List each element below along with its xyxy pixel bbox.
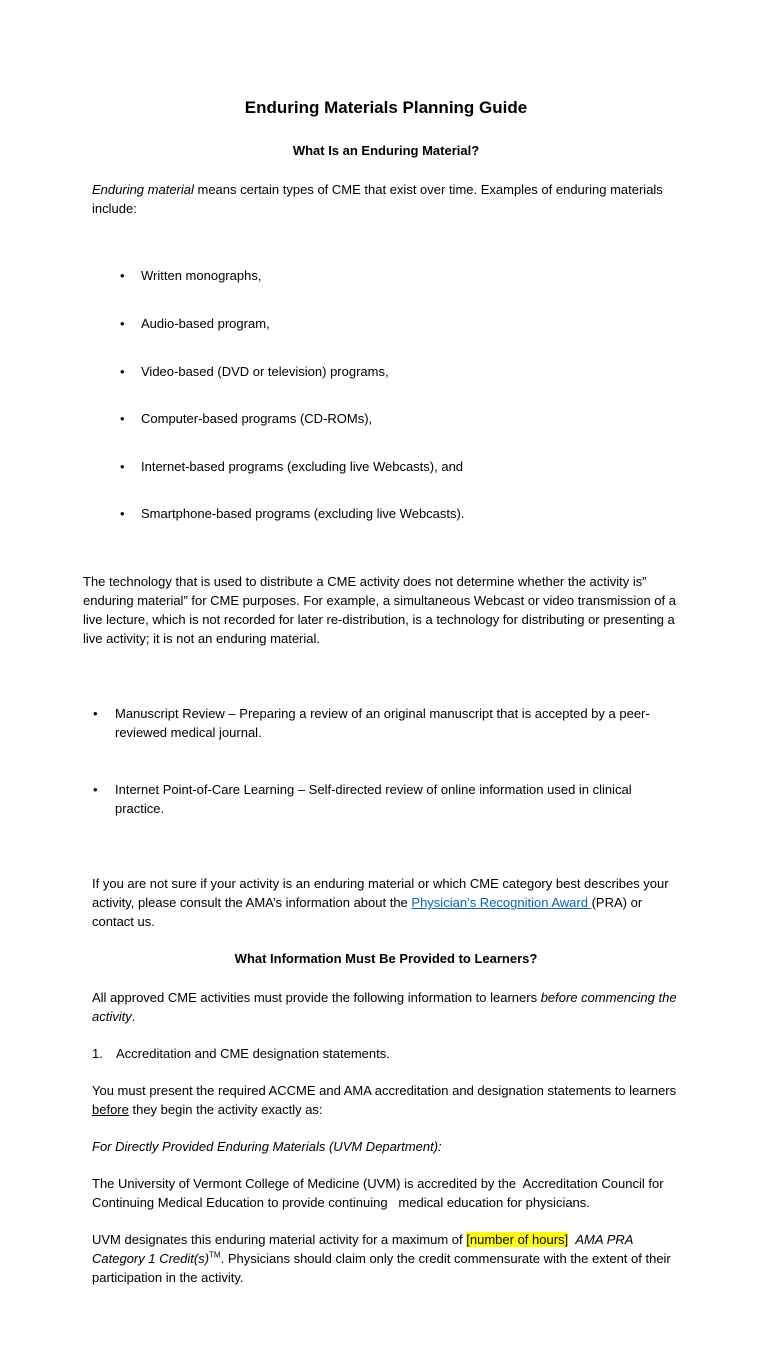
- text-run: means certain types of CME that exist over time. Examples of enduring materials include:: [92, 181, 667, 216]
- paragraph-not-sure: [92, 875, 680, 932]
- text-run: . Physicians should claim only the credit commensurate with the extent of their participation in the activity.: [92, 1251, 675, 1286]
- numbered-item-accreditation-statements: [92, 1045, 680, 1064]
- list-item: • Computer-based programs (CD-ROMs),: [92, 411, 680, 427]
- bullet-list-enduring-examples: [92, 237, 680, 554]
- section-heading-what-is-enduring-material: What Is an Enduring Material?: [292, 142, 480, 158]
- text-run: (PRA) or contact us.: [92, 895, 646, 930]
- paragraph-accreditation-statement: The University of Vermont College of Medicine (UVM) is accredited by the Accreditation Council for Continuing Medical Education to provide continuing medical education for physicians.: [92, 1176, 668, 1211]
- text-run: UVM designates this enduring material activity for a maximum of: [92, 1232, 467, 1248]
- physicians-recognition-award-link[interactable]: Physician’s Recognition Award: [411, 895, 592, 911]
- text-run: All approved CME activities must provide the following information to learners: [92, 990, 541, 1006]
- list-item: • Manuscript Review – Preparing a review of an original manuscript that is accepted by a peer-reviewed medical journal.: [92, 705, 680, 743]
- paragraph-credit-designation: [92, 1231, 680, 1288]
- bullet-list-other-cme-formats: [92, 667, 680, 857]
- list-number: 1.: [92, 1046, 103, 1062]
- text-run: You must present the required ACCME and AMA accreditation and designation statements to learners: [92, 1083, 680, 1099]
- italic-run-ama-pra-category: AMA PRA Category 1 Credit(s): [92, 1232, 637, 1267]
- paragraph-all-approved-activities: [92, 989, 680, 1027]
- document-title: Enduring Materials Planning Guide: [244, 98, 528, 117]
- text-run: Accreditation and CME designation statements.: [116, 1046, 390, 1062]
- italic-run-before-commencing: before commencing the activity: [92, 990, 681, 1025]
- highlight-number-of-hours: [number of hours]: [466, 1232, 569, 1248]
- text-run: they begin the activity exactly as:: [128, 1102, 323, 1118]
- trademark-superscript: TM: [209, 1250, 221, 1260]
- section-heading-information-for-learners: What Information Must Be Provided to Learners?: [234, 951, 538, 967]
- list-item: • Internet-based programs (excluding live Webcasts), and: [92, 459, 680, 475]
- list-item: • Audio-based program,: [92, 316, 680, 332]
- text-run: .: [131, 1009, 136, 1025]
- paragraph-must-present-statements: [92, 1082, 680, 1120]
- paragraph-technology-distribution: The technology that is used to distribute a CME activity does not determine whether the activity is” enduring material” for CME purposes. For example, a simultaneous Webcast or video transmission of a live lecture, which is not recorded for later re-distribution, is a technology for distributing or presenting a live activity; it is not an enduring material.: [83, 573, 680, 646]
- text-run: [568, 1232, 575, 1247]
- italic-run-uvm-department: For Directly Provided Enduring Materials (UVM Department):: [92, 1139, 442, 1155]
- list-item: • Written monographs,: [92, 268, 680, 284]
- list-item: • Smartphone-based programs (excluding live Webcasts).: [92, 506, 680, 522]
- paragraph-enduring-definition: [92, 181, 680, 219]
- underlined-run-before: before: [92, 1102, 129, 1118]
- italic-run-enduring-material: Enduring material: [92, 181, 194, 197]
- text-run: If you are not sure if your activity is an enduring material or which CME category best describes your activity, please consult the AMA’s information about the: [92, 876, 673, 911]
- paragraph-directly-provided-heading: [92, 1138, 680, 1157]
- list-item: • Video-based (DVD or television) programs,: [92, 364, 680, 380]
- list-item: • Internet Point-of-Care Learning – Self-directed review of online information used in clinical practice.: [92, 781, 680, 819]
